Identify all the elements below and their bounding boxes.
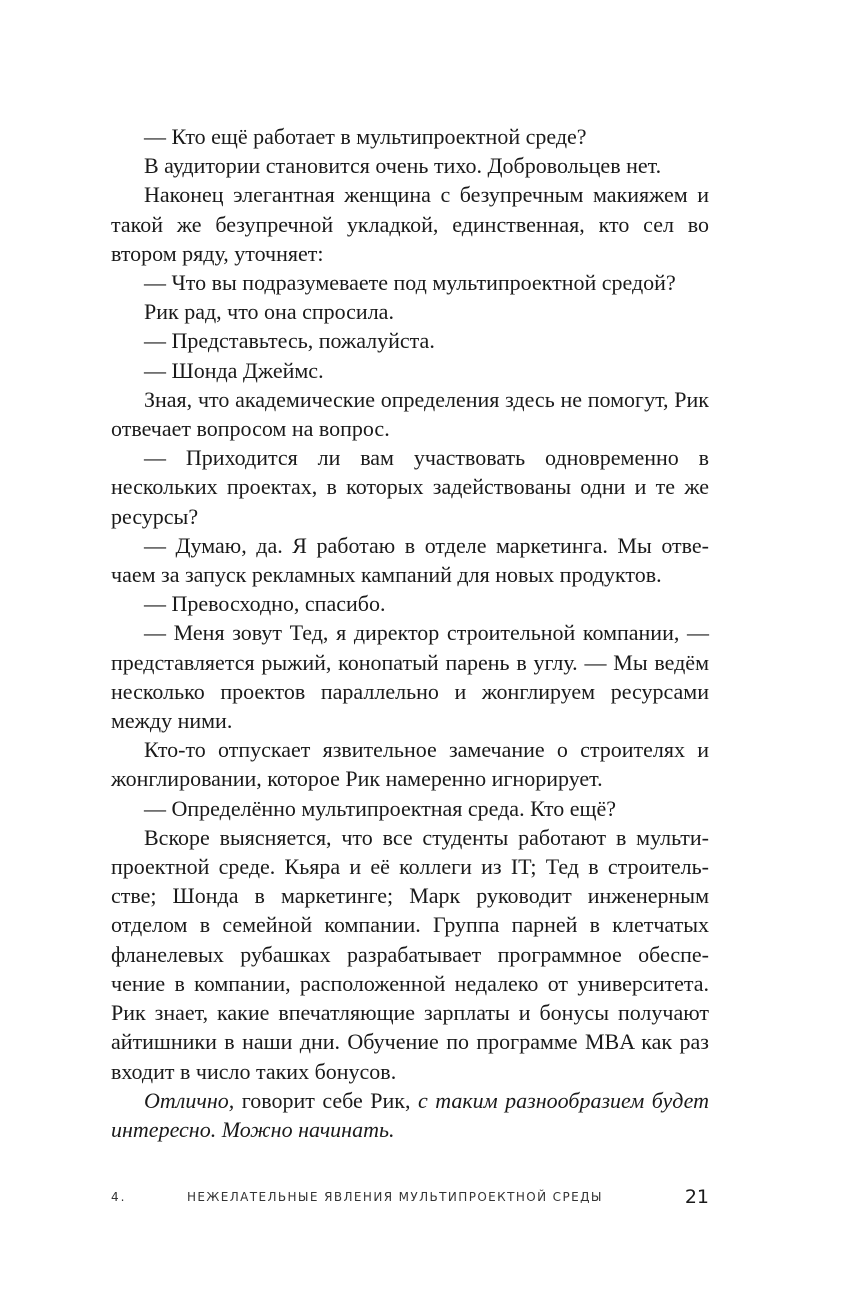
paragraph: В аудитории становится очень тихо. Добровольцев нет. — [144, 153, 662, 179]
paragraph: — Превосходно, спасибо. — [144, 591, 386, 617]
paragraph: — Представьтесь, пожалуйста. — [144, 328, 435, 354]
page-number: 21 — [684, 1186, 709, 1208]
paragraph: — Думаю, да. Я работаю в отделе маркетинга. Мы отвечаем за запуск рекламных кампаний для новых продуктов. — [111, 532, 709, 588]
paragraph: — Шонда Джеймс. — [144, 357, 324, 383]
paragraph: Зная, что академические определения здесь не помогут, Рик отвечает вопросом на вопрос. — [111, 386, 709, 442]
final-paragraph — [111, 1086, 709, 1144]
running-header-title: НЕЖЕЛАТЕЛЬНЫЕ ЯВЛЕНИЯ МУЛЬТИПРОЕКТНОЙ СРЕДЫ — [187, 1190, 603, 1204]
page-footer — [111, 1186, 709, 1212]
paragraph: — Меня зовут Тед, я директор строительной компании, — представляется рыжий, конопатый парень в углу. — Мы ведём несколько проектов параллельно и жонглируем ресурсами между ними. — [111, 620, 709, 734]
italic-thought-1: Отлично, — [144, 1087, 235, 1113]
paragraph: Вскоре выясняется, что все студенты работают в мультипроектной среде. Кьяра и её коллеги из IT; Тед в строительстве; Шонда в маркетинге; Марк руководит инженерным отделом в семейной компании. Группа парней в клетчатых фланелевых рубашках разрабатывает программное обеспечение в компании, расположенной недалеко от университета. Рик знает, какие впечатляющие зарплаты и бонусы получают айтишники в наши дни. Обучение по программе MBA как раз входит в число таких бонусов. — [111, 824, 709, 1084]
paragraph: — Что вы подразумеваете под мультипроектной средой? — [144, 270, 676, 296]
page-body — [111, 122, 709, 1144]
chapter-number: 4. — [111, 1190, 127, 1204]
paragraph: Кто-то отпускает язвительное замечание о строителях и жонглировании, которое Рик намеренно игнорирует. — [111, 737, 709, 792]
paragraph: — Определённо мультипроектная среда. Кто ещё? — [144, 795, 616, 821]
paragraph: Наконец элегантная женщина с безупречным макияжем и такой же безупречной укладкой, единственная, кто сел во втором ряду, уточняет: — [111, 182, 709, 266]
narration: говорит себе Рик, — [234, 1087, 418, 1113]
paragraph: — Кто ещё работает в мультипроектной среде? — [144, 124, 587, 149]
paragraph: — Приходится ли вам участвовать одновременно в нескольких проектах, в которых задействованы одни и те же ресурсы? — [111, 445, 709, 529]
paragraph: Рик рад, что она спросила. — [144, 299, 394, 325]
italic-thought-2: с таким разнообразием будет интересно. Можно начинать. — [111, 1087, 709, 1142]
